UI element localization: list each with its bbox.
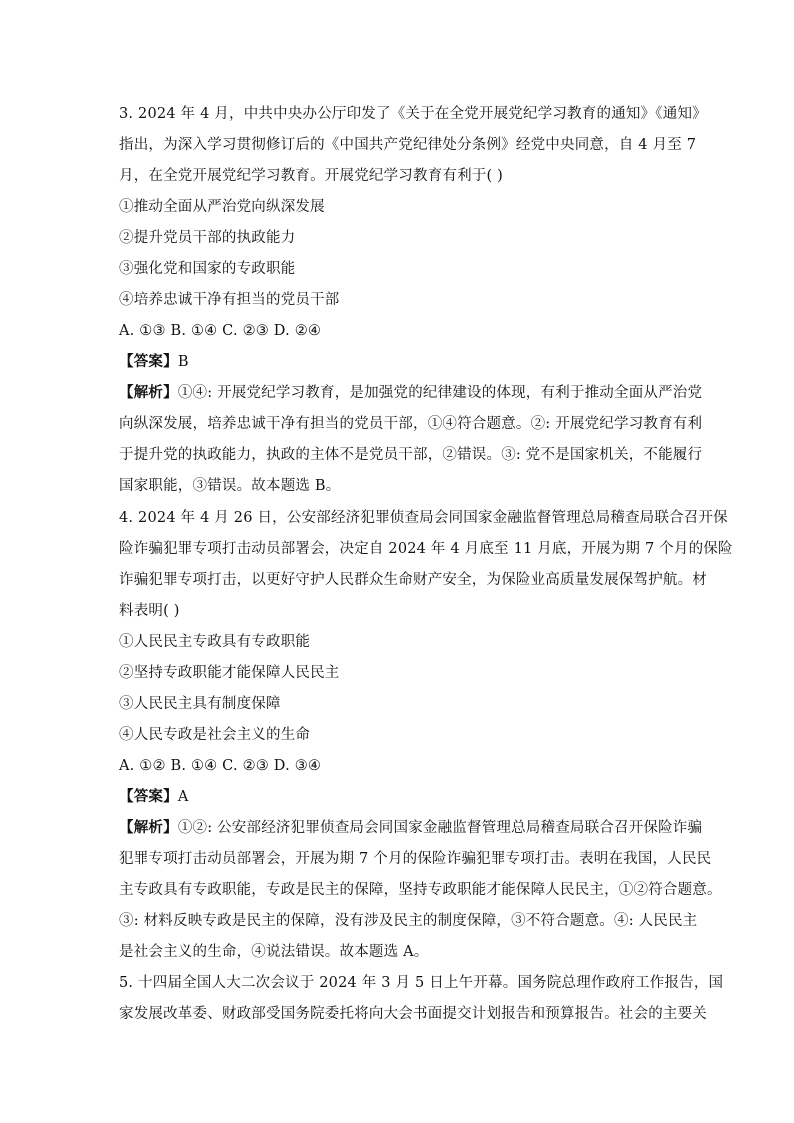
q4-stem-line: 险诈骗犯罪专项打击动员部署会，决定自 2024 年 4 月底至 11 月底，开展为期 7 个月的保险 — [119, 541, 733, 557]
answer-label: 【答案】 — [119, 353, 178, 370]
q4-option: ①人民民主专政具有专政职能 — [119, 634, 311, 650]
q5-stem-line: 家发展改革委、财政部受国务院委托将向大会书面提交计划报告和预算报告。社会的主要关 — [119, 1006, 707, 1022]
q3-analysis-line: 国家职能，③错误。故本题选 B。 — [119, 478, 341, 494]
q3-answer — [119, 352, 679, 372]
q3-option: ②提升党员干部的执政能力 — [119, 230, 296, 246]
answer-value: A — [177, 789, 189, 805]
q4-answer — [119, 787, 679, 807]
q4-analysis-line: 主专政具有专政职能，专政是民主的保障，坚持专政职能才能保障人民民主，①②符合题意。 — [119, 882, 722, 898]
q3-choices: A. ①③ B. ①④ C. ②③ D. ②④ — [119, 323, 322, 339]
q3-analysis-line: 于提升党的执政能力，执政的主体不是党员干部，②错误。③: 党不是国家机关，不能履行 — [119, 447, 703, 463]
answer-value: B — [177, 354, 189, 370]
q3-stem-line: 指出，为深入学习贯彻修订后的《中国共产党纪律处分条例》经党中央同意，自 4 月至 7 — [119, 137, 697, 153]
q4-analysis-line: 犯罪专项打击动员部署会，开展为期 7 个月的保险诈骗犯罪专项打击。表明在我国，人民民 — [119, 851, 712, 867]
q4-option: ④人民专政是社会主义的生命 — [119, 727, 311, 743]
q4-stem-line: 诈骗犯罪专项打击，以更好守护人民群众生命财产安全，为保险业高质量发展保驾护航。材 — [119, 572, 707, 588]
q4-analysis-line — [119, 818, 703, 838]
analysis-label: 【解析】 — [119, 384, 178, 401]
analysis-text: ①④: 开展党纪学习教育，是加强党的纪律建设的体现，有利于推动全面从严治党 — [177, 385, 703, 401]
q3-analysis-line — [119, 383, 703, 403]
q4-analysis-line: ③: 材料反映专政是民主的保障，没有涉及民主的制度保障，③不符合题意。④: 人民民主 — [119, 913, 698, 929]
q3-option: ①推动全面从严治党向纵深发展 — [119, 199, 325, 215]
q4-analysis-line: 是社会主义的生命，④说法错误。故本题选 A。 — [119, 944, 429, 960]
answer-label: 【答案】 — [119, 788, 178, 805]
analysis-text: ①②: 公安部经济犯罪侦查局会同国家金融监督管理总局稽查局联合召开保险诈骗 — [177, 820, 703, 836]
q3-option: ④培养忠诚干净有担当的党员干部 — [119, 292, 340, 308]
q4-choices: A. ①② B. ①④ C. ②③ D. ③④ — [119, 758, 322, 774]
q4-stem-line: 料表明( ) — [119, 603, 180, 619]
q3-stem-line: 3. 2024 年 4 月，中共中央办公厅印发了《关于在全党开展党纪学习教育的通知》《通知》 — [119, 106, 707, 122]
q5-stem-line: 5. 十四届全国人大二次会议于 2024 年 3 月 5 日上午开幕。国务院总理作政府工作报告，国 — [119, 975, 724, 991]
q3-stem-line: 月，在全党开展党纪学习教育。开展党纪学习教育有利于( ) — [119, 168, 504, 184]
analysis-label: 【解析】 — [119, 819, 178, 836]
q4-stem-line: 4. 2024 年 4 月 26 日，公安部经济犯罪侦查局会同国家金融监督管理总局稽查局联合召开保 — [119, 510, 728, 526]
q4-option: ②坚持专政职能才能保障人民民主 — [119, 665, 340, 681]
q3-analysis-line: 向纵深发展，培养忠诚干净有担当的党员干部，①④符合题意。②: 开展党纪学习教育有利 — [119, 416, 703, 432]
q3-option: ③强化党和国家的专政职能 — [119, 261, 296, 277]
q4-option: ③人民民主具有制度保障 — [119, 696, 281, 712]
